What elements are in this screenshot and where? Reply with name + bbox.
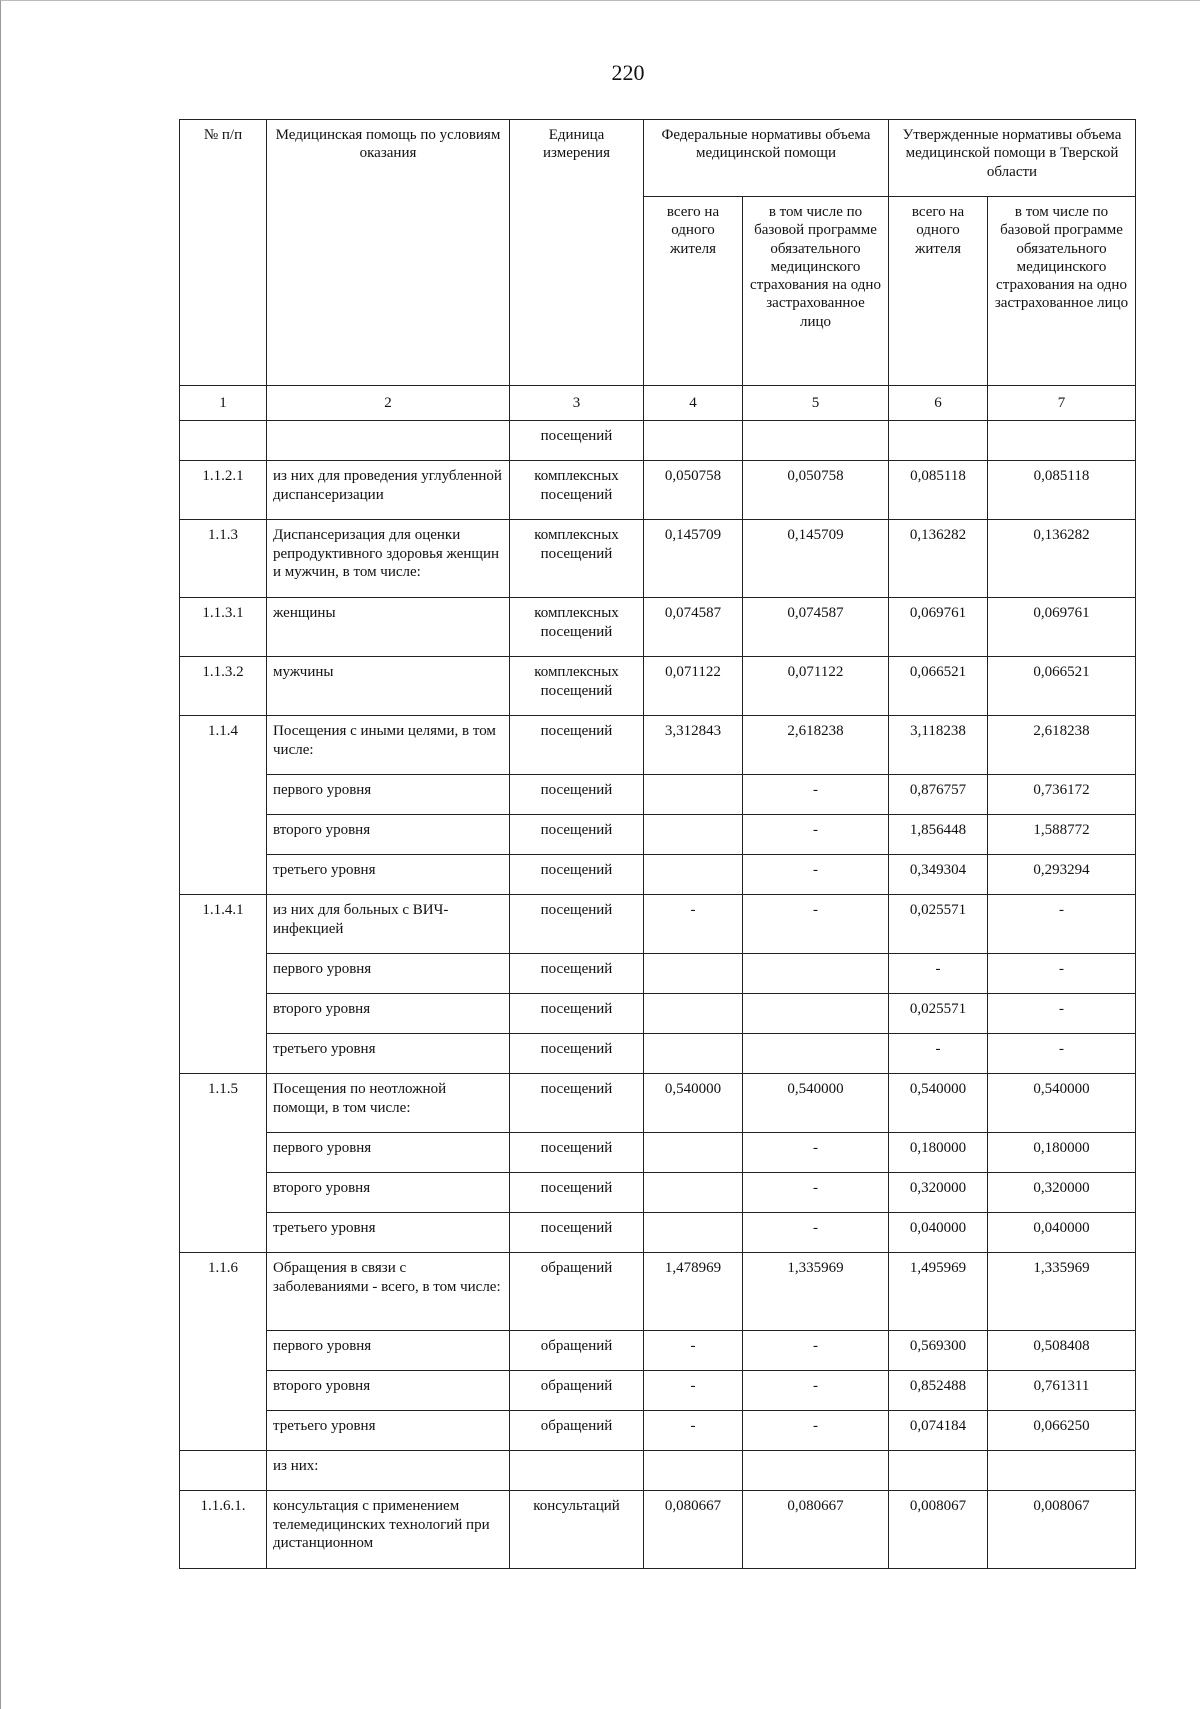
row-number: 1.1.3.1 [180,598,267,657]
row-number: 1.1.3.2 [180,657,267,716]
row-name: Обращения в связи с заболеваниями - всего, в том числе: [267,1253,510,1331]
row-approved-total: - [889,954,988,994]
row-approved-oms: 1,588772 [988,815,1136,855]
row-name: третьего уровня [267,855,510,895]
row-unit: посещений [510,421,644,461]
row-federal-total [644,421,743,461]
row-approved-total: 0,025571 [889,895,988,954]
row-approved-total: 0,540000 [889,1074,988,1133]
row-approved-oms: 0,066521 [988,657,1136,716]
header-sub-oms: в том числе по базовой программе обязательного медицинского страхования на одно застрахованное лицо [743,197,889,386]
row-name: консультация с применением телемедицинских технологий при дистанционном [267,1491,510,1569]
row-approved-total: 0,040000 [889,1213,988,1253]
row-unit: посещений [510,1034,644,1074]
row-unit: посещений [510,895,644,954]
header-col-care: Медицинская помощь по условиям оказания [267,120,510,386]
header-col-unit: Единица измерения [510,120,644,386]
row-federal-oms: - [743,1133,889,1173]
row-federal-total: 0,080667 [644,1491,743,1569]
table-row [180,1371,1136,1411]
row-federal-oms: 0,074587 [743,598,889,657]
row-name: третьего уровня [267,1034,510,1074]
row-number: 1.1.6.1. [180,1491,267,1569]
row-approved-oms: 0,069761 [988,598,1136,657]
table-row [180,1253,1136,1331]
row-approved-total: 0,349304 [889,855,988,895]
column-number: 3 [510,386,644,421]
row-approved-oms [988,1451,1136,1491]
table-body [180,421,1136,1569]
row-approved-total: 0,008067 [889,1491,988,1569]
row-name: второго уровня [267,994,510,1034]
row-approved-total: 0,180000 [889,1133,988,1173]
column-number: 5 [743,386,889,421]
row-name: второго уровня [267,1371,510,1411]
row-number: 1.1.4 [180,716,267,895]
row-name: женщины [267,598,510,657]
row-name: первого уровня [267,1331,510,1371]
row-name [267,421,510,461]
row-federal-oms: - [743,895,889,954]
row-federal-oms [743,1451,889,1491]
row-federal-total: - [644,1411,743,1451]
row-unit: посещений [510,1173,644,1213]
header-sub-total-2: всего на одного жителя [889,197,988,386]
header-group-approved: Утвержденные нормативы объема медицинской помощи в Тверской области [889,120,1136,197]
norms-table [179,119,1136,1569]
row-federal-oms: - [743,1213,889,1253]
table-row [180,421,1136,461]
row-federal-oms: 0,145709 [743,520,889,598]
row-federal-oms: 0,540000 [743,1074,889,1133]
row-approved-oms: 2,618238 [988,716,1136,775]
row-approved-total [889,1451,988,1491]
row-approved-oms: 0,736172 [988,775,1136,815]
row-name: третьего уровня [267,1411,510,1451]
row-federal-total: 0,050758 [644,461,743,520]
row-approved-total: 0,876757 [889,775,988,815]
row-unit: обращений [510,1411,644,1451]
row-unit: комплексных посещений [510,657,644,716]
row-federal-oms: 0,071122 [743,657,889,716]
table-row [180,716,1136,775]
row-unit: обращений [510,1253,644,1331]
row-approved-oms: 0,180000 [988,1133,1136,1173]
row-name: мужчины [267,657,510,716]
table-row [180,1411,1136,1451]
column-number: 6 [889,386,988,421]
row-federal-oms: - [743,855,889,895]
table-row [180,954,1136,994]
row-unit: комплексных посещений [510,520,644,598]
row-approved-oms: 0,066250 [988,1411,1136,1451]
row-federal-total [644,855,743,895]
table-row [180,994,1136,1034]
table-row [180,895,1136,954]
row-number: 1.1.2.1 [180,461,267,520]
row-federal-total: 1,478969 [644,1253,743,1331]
row-federal-oms: 2,618238 [743,716,889,775]
row-federal-total [644,1213,743,1253]
row-federal-oms: 1,335969 [743,1253,889,1331]
table-row [180,855,1136,895]
row-federal-total: 3,312843 [644,716,743,775]
column-number: 4 [644,386,743,421]
table-row [180,1034,1136,1074]
row-number: 1.1.3 [180,520,267,598]
row-federal-total [644,1133,743,1173]
row-unit: посещений [510,775,644,815]
row-federal-total [644,1451,743,1491]
row-name: второго уровня [267,1173,510,1213]
header-col-num: № п/п [180,120,267,386]
row-unit: посещений [510,1133,644,1173]
row-federal-total: 0,540000 [644,1074,743,1133]
row-approved-total: 0,069761 [889,598,988,657]
row-unit: посещений [510,1213,644,1253]
row-name: Посещения с иными целями, в том числе: [267,716,510,775]
row-approved-oms: - [988,1034,1136,1074]
row-federal-oms: 0,080667 [743,1491,889,1569]
row-number [180,1451,267,1491]
column-number: 1 [180,386,267,421]
row-approved-oms: 0,085118 [988,461,1136,520]
row-approved-total: 0,085118 [889,461,988,520]
row-unit: комплексных посещений [510,461,644,520]
row-number: 1.1.4.1 [180,895,267,1074]
row-federal-total [644,1173,743,1213]
row-number: 1.1.6 [180,1253,267,1451]
row-unit: обращений [510,1371,644,1411]
row-unit: комплексных посещений [510,598,644,657]
table-row [180,657,1136,716]
row-federal-oms: - [743,1371,889,1411]
row-federal-oms [743,954,889,994]
row-federal-total: 0,071122 [644,657,743,716]
row-federal-total: - [644,895,743,954]
row-approved-oms: - [988,994,1136,1034]
table-row [180,775,1136,815]
row-unit [510,1451,644,1491]
row-federal-total: - [644,1331,743,1371]
table-row [180,1213,1136,1253]
row-unit: посещений [510,716,644,775]
row-approved-oms: 1,335969 [988,1253,1136,1331]
row-federal-total [644,994,743,1034]
row-approved-total [889,421,988,461]
row-federal-oms: - [743,1173,889,1213]
column-number: 2 [267,386,510,421]
row-federal-oms [743,1034,889,1074]
row-approved-oms: 0,540000 [988,1074,1136,1133]
row-name: третьего уровня [267,1213,510,1253]
column-number: 7 [988,386,1136,421]
table-row [180,815,1136,855]
row-federal-total: 0,145709 [644,520,743,598]
page-number: 220 [611,60,645,85]
row-approved-total: 0,025571 [889,994,988,1034]
row-approved-total: - [889,1034,988,1074]
row-unit: посещений [510,994,644,1034]
row-name: первого уровня [267,775,510,815]
row-federal-total [644,815,743,855]
row-approved-total: 1,856448 [889,815,988,855]
column-number-row [180,386,1136,421]
row-number [180,421,267,461]
row-unit: посещений [510,815,644,855]
row-unit: обращений [510,1331,644,1371]
row-approved-oms: 0,040000 [988,1213,1136,1253]
row-name: Посещения по неотложной помощи, в том числе: [267,1074,510,1133]
header-sub-oms-2: в том числе по базовой программе обязательного медицинского страхования на одно застрахованное лицо [988,197,1136,386]
row-approved-total: 1,495969 [889,1253,988,1331]
row-federal-oms: - [743,815,889,855]
row-name: первого уровня [267,954,510,994]
row-approved-total: 0,066521 [889,657,988,716]
table-header [180,120,1136,421]
table-row [180,1133,1136,1173]
row-federal-oms: - [743,1331,889,1371]
row-federal-oms: - [743,1411,889,1451]
header-group-federal: Федеральные нормативы объема медицинской помощи [644,120,889,197]
row-unit: посещений [510,954,644,994]
row-name: Диспансеризация для оценки репродуктивного здоровья женщин и мужчин, в том числе: [267,520,510,598]
row-approved-total: 0,852488 [889,1371,988,1411]
row-federal-total: - [644,1371,743,1411]
row-federal-total [644,775,743,815]
table-row [180,461,1136,520]
header-sub-total: всего на одного жителя [644,197,743,386]
row-federal-oms: - [743,775,889,815]
row-approved-oms: 0,136282 [988,520,1136,598]
row-unit: консультаций [510,1491,644,1569]
row-approved-total: 0,136282 [889,520,988,598]
table-row [180,520,1136,598]
row-number: 1.1.5 [180,1074,267,1253]
row-approved-total: 0,074184 [889,1411,988,1451]
row-unit: посещений [510,1074,644,1133]
row-approved-oms: 0,008067 [988,1491,1136,1569]
row-name: из них: [267,1451,510,1491]
row-approved-total: 0,569300 [889,1331,988,1371]
row-name: первого уровня [267,1133,510,1173]
row-name: второго уровня [267,815,510,855]
row-name: из них для проведения углубленной диспансеризации [267,461,510,520]
table-row [180,598,1136,657]
row-approved-oms [988,421,1136,461]
table-row [180,1331,1136,1371]
row-federal-oms: 0,050758 [743,461,889,520]
row-approved-oms: - [988,895,1136,954]
row-unit: посещений [510,855,644,895]
row-federal-total [644,1034,743,1074]
row-federal-oms [743,421,889,461]
row-approved-oms: 0,320000 [988,1173,1136,1213]
row-federal-oms [743,994,889,1034]
row-approved-total: 3,118238 [889,716,988,775]
row-federal-total [644,954,743,994]
row-approved-oms: 0,293294 [988,855,1136,895]
table-row [180,1451,1136,1491]
row-federal-total: 0,074587 [644,598,743,657]
header-row-1 [180,120,1136,197]
table-row [180,1173,1136,1213]
table-row [180,1491,1136,1569]
table-row [180,1074,1136,1133]
row-approved-oms: 0,761311 [988,1371,1136,1411]
row-name: из них для больных с ВИЧ-инфекцией [267,895,510,954]
row-approved-total: 0,320000 [889,1173,988,1213]
row-approved-oms: - [988,954,1136,994]
row-approved-oms: 0,508408 [988,1331,1136,1371]
